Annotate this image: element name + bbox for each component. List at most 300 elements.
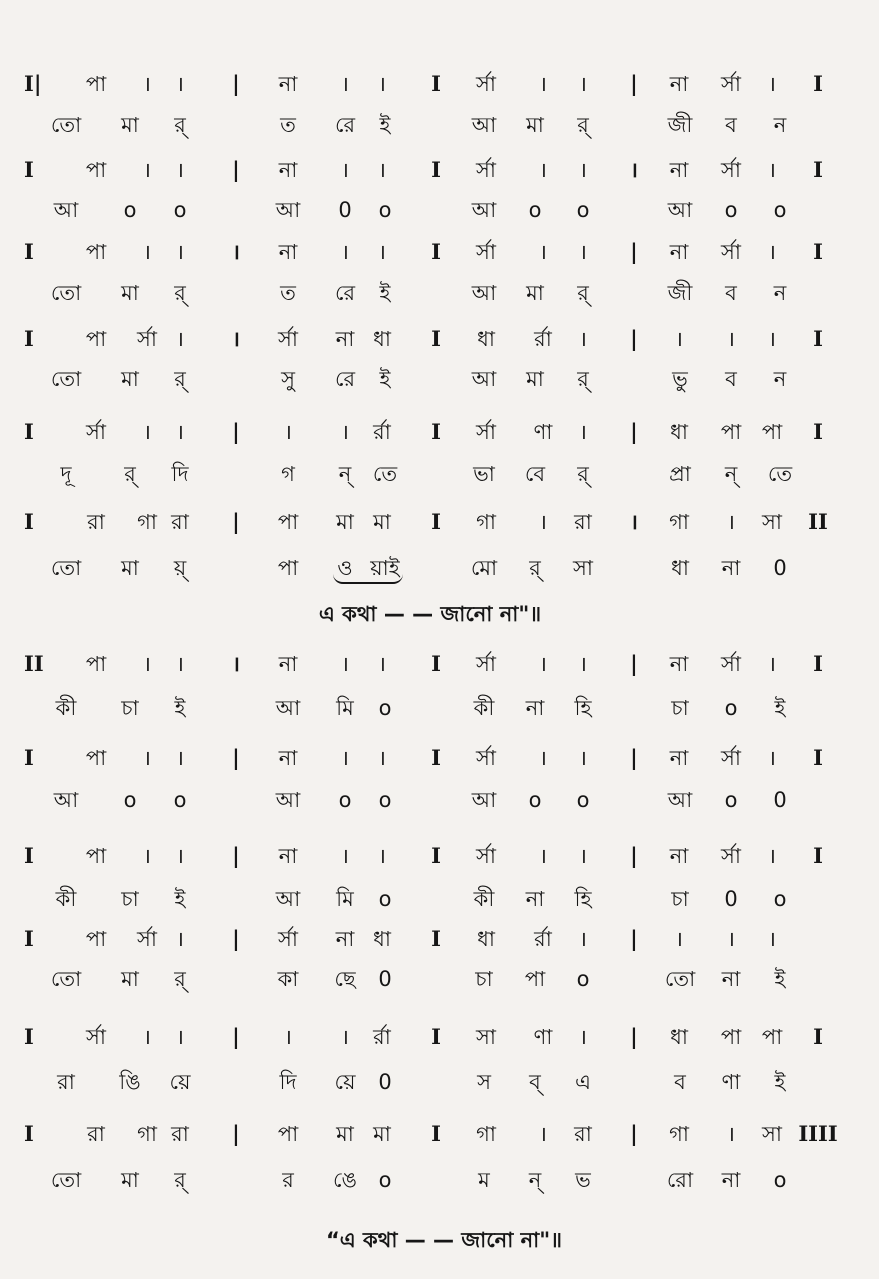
lyric-syllable: মা bbox=[121, 281, 139, 305]
note: র্সা bbox=[721, 652, 741, 676]
lyric-syllable: না bbox=[721, 967, 741, 991]
note: পা bbox=[720, 420, 742, 444]
note: র্সা bbox=[476, 420, 496, 444]
lyric-syllable: এ bbox=[575, 1070, 591, 1094]
lyric-syllable: o bbox=[123, 788, 137, 812]
lyric-syllable: না bbox=[721, 556, 741, 580]
note: না bbox=[335, 327, 355, 351]
note: ধা bbox=[670, 1025, 688, 1049]
lyric-syllable: ভ bbox=[575, 1168, 591, 1192]
lyric-syllable: তো bbox=[50, 1168, 82, 1192]
note: র্সা bbox=[137, 327, 157, 351]
lyric-syllable: মা bbox=[121, 967, 139, 991]
lyric-syllable: 0 bbox=[773, 788, 787, 812]
lyric-syllable: কা bbox=[277, 967, 299, 991]
bar-line: II bbox=[24, 651, 44, 676]
note: । bbox=[579, 746, 587, 770]
note: । bbox=[176, 746, 184, 770]
note: র্সা bbox=[721, 844, 741, 868]
bar-line: I bbox=[24, 326, 34, 351]
lyric-syllable: রা bbox=[57, 1070, 75, 1094]
note: র্সা bbox=[476, 240, 496, 264]
lyric-syllable: ন্ bbox=[724, 462, 738, 486]
note: না bbox=[278, 240, 298, 264]
note: পা bbox=[720, 1025, 742, 1049]
lyric-syllable: পা bbox=[277, 556, 299, 580]
note: পা bbox=[85, 927, 107, 951]
lyric-syllable: র্ bbox=[577, 281, 589, 305]
note: । bbox=[768, 746, 776, 770]
note: । bbox=[176, 844, 184, 868]
lyric-syllable: আ bbox=[471, 788, 497, 812]
note: গা bbox=[137, 1122, 157, 1146]
note: না bbox=[278, 844, 298, 868]
lyric-syllable: ঙি bbox=[119, 1070, 141, 1094]
note: । bbox=[176, 652, 184, 676]
note: । bbox=[341, 240, 349, 264]
note: গা bbox=[137, 510, 157, 534]
bar-line: | bbox=[232, 157, 240, 182]
lyric-syllable: আ bbox=[53, 198, 79, 222]
note: ধা bbox=[477, 927, 495, 951]
note: । bbox=[675, 327, 683, 351]
bar-line: I bbox=[813, 326, 823, 351]
lyric-syllable: 0 bbox=[378, 1070, 392, 1094]
note: । bbox=[727, 510, 735, 534]
note: । bbox=[539, 240, 547, 264]
note: র্সা bbox=[476, 158, 496, 182]
lyric-syllable: ই bbox=[174, 696, 186, 720]
bar-line: | bbox=[630, 843, 638, 868]
note: পা bbox=[85, 844, 107, 868]
lyric-syllable: চা bbox=[475, 967, 493, 991]
note: । bbox=[768, 240, 776, 264]
lyric-syllable: ই bbox=[774, 967, 786, 991]
note: পা bbox=[277, 510, 299, 534]
note: । bbox=[727, 1122, 735, 1146]
note: রা bbox=[171, 510, 189, 534]
lyric-syllable: তে bbox=[372, 462, 398, 486]
note: । bbox=[768, 652, 776, 676]
bar-line: | bbox=[232, 1024, 240, 1049]
lyric-syllable: প্রা bbox=[669, 462, 691, 486]
note: । bbox=[378, 240, 386, 264]
lyric-syllable: ই bbox=[774, 696, 786, 720]
note: । bbox=[143, 1025, 151, 1049]
lyric-syllable: o bbox=[173, 788, 187, 812]
lyric-syllable: ন bbox=[773, 281, 787, 305]
bar-line: । bbox=[630, 509, 638, 534]
note: । bbox=[378, 746, 386, 770]
bar-line: I bbox=[813, 419, 823, 444]
lyric-syllable: ত bbox=[280, 281, 296, 305]
lyric-syllable: মি bbox=[336, 887, 354, 911]
note: ণা bbox=[533, 1025, 553, 1049]
note: । bbox=[579, 420, 587, 444]
lyric-syllable: তো bbox=[50, 367, 82, 391]
note: রা bbox=[87, 510, 105, 534]
note: ধা bbox=[373, 327, 391, 351]
lyric-syllable: মা bbox=[121, 556, 139, 580]
bar-line: | bbox=[630, 419, 638, 444]
bar-line: I bbox=[431, 239, 441, 264]
note: না bbox=[278, 652, 298, 676]
lyric-syllable: ত bbox=[280, 113, 296, 137]
lyric-syllable: o bbox=[576, 198, 590, 222]
note: । bbox=[176, 240, 184, 264]
note: । bbox=[768, 927, 776, 951]
slur-mark bbox=[333, 574, 403, 584]
lyric-syllable: আ bbox=[275, 696, 301, 720]
bar-line: I bbox=[24, 926, 34, 951]
note: । bbox=[341, 652, 349, 676]
lyric-syllable: য়ে bbox=[169, 1070, 191, 1094]
lyric-syllable: আ bbox=[275, 788, 301, 812]
lyric-syllable: কী bbox=[55, 887, 77, 911]
lyric-syllable: র্ bbox=[577, 462, 589, 486]
note: র্রা bbox=[534, 927, 552, 951]
note: । bbox=[176, 158, 184, 182]
lyric-syllable: ই bbox=[774, 1070, 786, 1094]
lyric-syllable: 0 bbox=[773, 556, 787, 580]
lyric-syllable: o bbox=[378, 887, 392, 911]
lyric-syllable: আ bbox=[275, 887, 301, 911]
note: পা bbox=[761, 1025, 783, 1049]
lyric-syllable: তে bbox=[767, 462, 793, 486]
lyric-syllable: রে bbox=[334, 113, 356, 137]
lyric-syllable: র্ bbox=[174, 113, 186, 137]
lyric-syllable: o bbox=[576, 788, 590, 812]
lyric-syllable: o bbox=[773, 887, 787, 911]
bar-line: I bbox=[24, 745, 34, 770]
lyric-syllable: o bbox=[378, 696, 392, 720]
lyric-syllable: র্ bbox=[174, 967, 186, 991]
note: রা bbox=[574, 1122, 592, 1146]
note: । bbox=[579, 72, 587, 96]
bar-line: | bbox=[232, 509, 240, 534]
note: র্সা bbox=[476, 844, 496, 868]
note: র্সা bbox=[278, 927, 298, 951]
lyric-syllable: হি bbox=[574, 696, 592, 720]
lyric-syllable: ন bbox=[773, 367, 787, 391]
lyric-syllable: 0 bbox=[724, 887, 738, 911]
lyric-syllable: o bbox=[576, 967, 590, 991]
lyric-syllable: না bbox=[525, 696, 545, 720]
bar-line: I bbox=[24, 1121, 34, 1146]
bar-line: | bbox=[630, 745, 638, 770]
lyric-syllable: মো bbox=[470, 556, 498, 580]
note: । bbox=[579, 327, 587, 351]
note: র্রা bbox=[373, 420, 391, 444]
bar-line: I bbox=[24, 509, 34, 534]
note: । bbox=[579, 844, 587, 868]
note: । bbox=[176, 72, 184, 96]
lyric-syllable: পা bbox=[524, 967, 546, 991]
note: সা bbox=[762, 510, 782, 534]
note: গা bbox=[476, 510, 496, 534]
bar-line: | bbox=[630, 651, 638, 676]
note: । bbox=[176, 1025, 184, 1049]
lyric-syllable: র্ bbox=[529, 556, 541, 580]
note: । bbox=[143, 652, 151, 676]
note: র্সা bbox=[476, 72, 496, 96]
lyric-syllable: 0 bbox=[338, 198, 352, 222]
note: । bbox=[579, 240, 587, 264]
note: ণা bbox=[533, 420, 553, 444]
bar-line: I bbox=[24, 419, 34, 444]
lyric-syllable: ই bbox=[379, 367, 391, 391]
lyric-syllable: র্ bbox=[124, 462, 136, 486]
note: । bbox=[143, 158, 151, 182]
refrain-line: “এ কথা — — জানো না"॥ bbox=[325, 1228, 563, 1252]
bar-line: | bbox=[232, 745, 240, 770]
lyric-syllable: না bbox=[721, 1168, 741, 1192]
lyric-syllable: য়াই bbox=[370, 556, 400, 580]
note: । bbox=[143, 420, 151, 444]
lyric-syllable: 0 bbox=[378, 967, 392, 991]
note: । bbox=[176, 927, 184, 951]
lyric-syllable: o bbox=[773, 198, 787, 222]
note: গা bbox=[669, 510, 689, 534]
lyric-syllable: ই bbox=[174, 887, 186, 911]
bar-line: I bbox=[431, 157, 441, 182]
lyric-syllable: আ bbox=[275, 198, 301, 222]
note: । bbox=[539, 746, 547, 770]
lyric-syllable: ব bbox=[725, 367, 737, 391]
note: । bbox=[768, 72, 776, 96]
note: র্রা bbox=[373, 1025, 391, 1049]
bar-line: | bbox=[630, 239, 638, 264]
lyric-syllable: মা bbox=[121, 1168, 139, 1192]
lyric-syllable: ছে bbox=[334, 967, 356, 991]
lyric-syllable: কী bbox=[473, 696, 495, 720]
note: । bbox=[378, 72, 386, 96]
bar-line: I bbox=[431, 71, 441, 96]
lyric-syllable: o bbox=[378, 198, 392, 222]
lyric-syllable: আ bbox=[667, 788, 693, 812]
lyric-syllable: ই bbox=[379, 113, 391, 137]
note: না bbox=[669, 240, 689, 264]
lyric-syllable: o bbox=[724, 198, 738, 222]
lyric-syllable: হি bbox=[574, 887, 592, 911]
note: । bbox=[341, 158, 349, 182]
note: । bbox=[579, 652, 587, 676]
note: না bbox=[278, 72, 298, 96]
note: পা bbox=[85, 158, 107, 182]
note: । bbox=[143, 240, 151, 264]
lyric-syllable: য়্ bbox=[173, 556, 187, 580]
note: র্সা bbox=[278, 327, 298, 351]
note: মা bbox=[373, 510, 391, 534]
note: । bbox=[284, 1025, 292, 1049]
bar-line: I bbox=[24, 157, 34, 182]
lyric-syllable: ন bbox=[773, 113, 787, 137]
note: । bbox=[727, 327, 735, 351]
lyric-syllable: রো bbox=[666, 1168, 694, 1192]
lyric-syllable: চা bbox=[671, 696, 689, 720]
bar-line: । bbox=[630, 157, 638, 182]
lyric-syllable: চা bbox=[671, 887, 689, 911]
note: পা bbox=[85, 327, 107, 351]
lyric-syllable: র্ bbox=[577, 113, 589, 137]
note: র্রা bbox=[534, 327, 552, 351]
bar-line: I bbox=[24, 843, 34, 868]
note: । bbox=[176, 327, 184, 351]
note: । bbox=[539, 844, 547, 868]
lyric-syllable: মা bbox=[526, 113, 544, 137]
lyric-syllable: আ bbox=[471, 281, 497, 305]
note: । bbox=[284, 420, 292, 444]
note: । bbox=[378, 844, 386, 868]
bar-line: I bbox=[431, 419, 441, 444]
lyric-syllable: গ bbox=[281, 462, 295, 486]
lyric-syllable: সা bbox=[573, 556, 593, 580]
lyric-syllable: আ bbox=[471, 367, 497, 391]
note: র্সা bbox=[721, 158, 741, 182]
bar-line: I bbox=[813, 745, 823, 770]
lyric-syllable: ধা bbox=[671, 556, 689, 580]
lyric-syllable: সু bbox=[281, 367, 295, 391]
note: না bbox=[669, 746, 689, 770]
lyric-syllable: মা bbox=[526, 367, 544, 391]
lyric-syllable: র্ bbox=[577, 367, 589, 391]
note: । bbox=[143, 844, 151, 868]
lyric-syllable: র bbox=[282, 1168, 294, 1192]
refrain-line: এ কথা — — জানো না"॥ bbox=[318, 602, 542, 626]
lyric-syllable: ব্ bbox=[529, 1070, 541, 1094]
lyric-syllable: দি bbox=[171, 462, 189, 486]
note: । bbox=[539, 510, 547, 534]
bar-line: I bbox=[813, 843, 823, 868]
note: । bbox=[579, 158, 587, 182]
note: । bbox=[539, 652, 547, 676]
note: সা bbox=[762, 1122, 782, 1146]
lyric-syllable: কী bbox=[473, 887, 495, 911]
bar-line: | bbox=[232, 71, 240, 96]
bar-line: I bbox=[431, 509, 441, 534]
lyric-syllable: o bbox=[378, 788, 392, 812]
bar-line: I bbox=[431, 1121, 441, 1146]
lyric-syllable: ঙে bbox=[333, 1168, 357, 1192]
note: । bbox=[143, 746, 151, 770]
note: র্সা bbox=[721, 240, 741, 264]
note: । bbox=[579, 927, 587, 951]
lyric-syllable: কী bbox=[55, 696, 77, 720]
lyric-syllable: র্ bbox=[174, 281, 186, 305]
note: । bbox=[341, 72, 349, 96]
lyric-syllable: তো bbox=[50, 556, 82, 580]
lyric-syllable: ভু bbox=[672, 367, 688, 391]
note: রা bbox=[171, 1122, 189, 1146]
lyric-syllable: ণা bbox=[721, 1070, 741, 1094]
note: । bbox=[579, 1025, 587, 1049]
lyric-syllable: ই bbox=[379, 281, 391, 305]
lyric-syllable: মা bbox=[121, 367, 139, 391]
note: পা bbox=[85, 652, 107, 676]
note: । bbox=[727, 927, 735, 951]
lyric-syllable: o bbox=[123, 198, 137, 222]
lyric-syllable: ব bbox=[725, 113, 737, 137]
bar-line: II bbox=[808, 509, 828, 534]
lyric-syllable: তো bbox=[50, 967, 82, 991]
bar-line: I bbox=[813, 651, 823, 676]
lyric-syllable: আ bbox=[471, 198, 497, 222]
lyric-syllable: ব bbox=[725, 281, 737, 305]
note: র্সা bbox=[476, 746, 496, 770]
bar-line: I bbox=[24, 1024, 34, 1049]
note: । bbox=[341, 420, 349, 444]
lyric-syllable: ও bbox=[337, 556, 353, 580]
note: না bbox=[278, 158, 298, 182]
note: র্সা bbox=[137, 927, 157, 951]
lyric-syllable: ম bbox=[478, 1168, 490, 1192]
lyric-syllable: o bbox=[724, 788, 738, 812]
note: পা bbox=[761, 420, 783, 444]
bar-line: I bbox=[813, 157, 823, 182]
note: না bbox=[669, 72, 689, 96]
lyric-syllable: o bbox=[528, 198, 542, 222]
note: র্সা bbox=[86, 1025, 106, 1049]
lyric-syllable: জী bbox=[667, 113, 693, 137]
bar-line: । bbox=[232, 651, 240, 676]
note: । bbox=[675, 927, 683, 951]
note: । bbox=[378, 158, 386, 182]
note: । bbox=[176, 420, 184, 444]
note: র্সা bbox=[476, 652, 496, 676]
note: না bbox=[669, 844, 689, 868]
lyric-syllable: রে bbox=[334, 367, 356, 391]
bar-line: | bbox=[630, 71, 638, 96]
bar-line: I bbox=[431, 1024, 441, 1049]
note: ধা bbox=[477, 327, 495, 351]
note: না bbox=[669, 158, 689, 182]
note: । bbox=[768, 844, 776, 868]
lyric-syllable: ন্ bbox=[528, 1168, 542, 1192]
lyric-syllable: o bbox=[173, 198, 187, 222]
note: । bbox=[341, 746, 349, 770]
note: গা bbox=[476, 1122, 496, 1146]
note: পা bbox=[85, 240, 107, 264]
lyric-syllable: দি bbox=[279, 1070, 297, 1094]
bar-line: | bbox=[232, 419, 240, 444]
lyric-syllable: রে bbox=[334, 281, 356, 305]
note: রা bbox=[87, 1122, 105, 1146]
lyric-syllable: আ bbox=[667, 198, 693, 222]
bar-line: IIII bbox=[798, 1121, 838, 1146]
lyric-syllable: o bbox=[724, 696, 738, 720]
note: পা bbox=[277, 1122, 299, 1146]
lyric-syllable: র্ bbox=[174, 367, 186, 391]
note: গা bbox=[669, 1122, 689, 1146]
bar-line: I bbox=[24, 239, 34, 264]
bar-line: | bbox=[630, 326, 638, 351]
bar-line: | bbox=[630, 1024, 638, 1049]
bar-line: I bbox=[431, 843, 441, 868]
lyric-syllable: আ bbox=[471, 113, 497, 137]
lyric-syllable: আ bbox=[53, 788, 79, 812]
lyric-syllable: o bbox=[378, 1168, 392, 1192]
note: না bbox=[669, 652, 689, 676]
note: পা bbox=[85, 746, 107, 770]
note: । bbox=[341, 844, 349, 868]
lyric-syllable: তো bbox=[50, 281, 82, 305]
bar-line: I bbox=[431, 326, 441, 351]
lyric-syllable: র্ bbox=[174, 1168, 186, 1192]
note: । bbox=[378, 652, 386, 676]
lyric-syllable: মা bbox=[121, 113, 139, 137]
lyric-syllable: তো bbox=[50, 113, 82, 137]
bar-line: I bbox=[813, 239, 823, 264]
